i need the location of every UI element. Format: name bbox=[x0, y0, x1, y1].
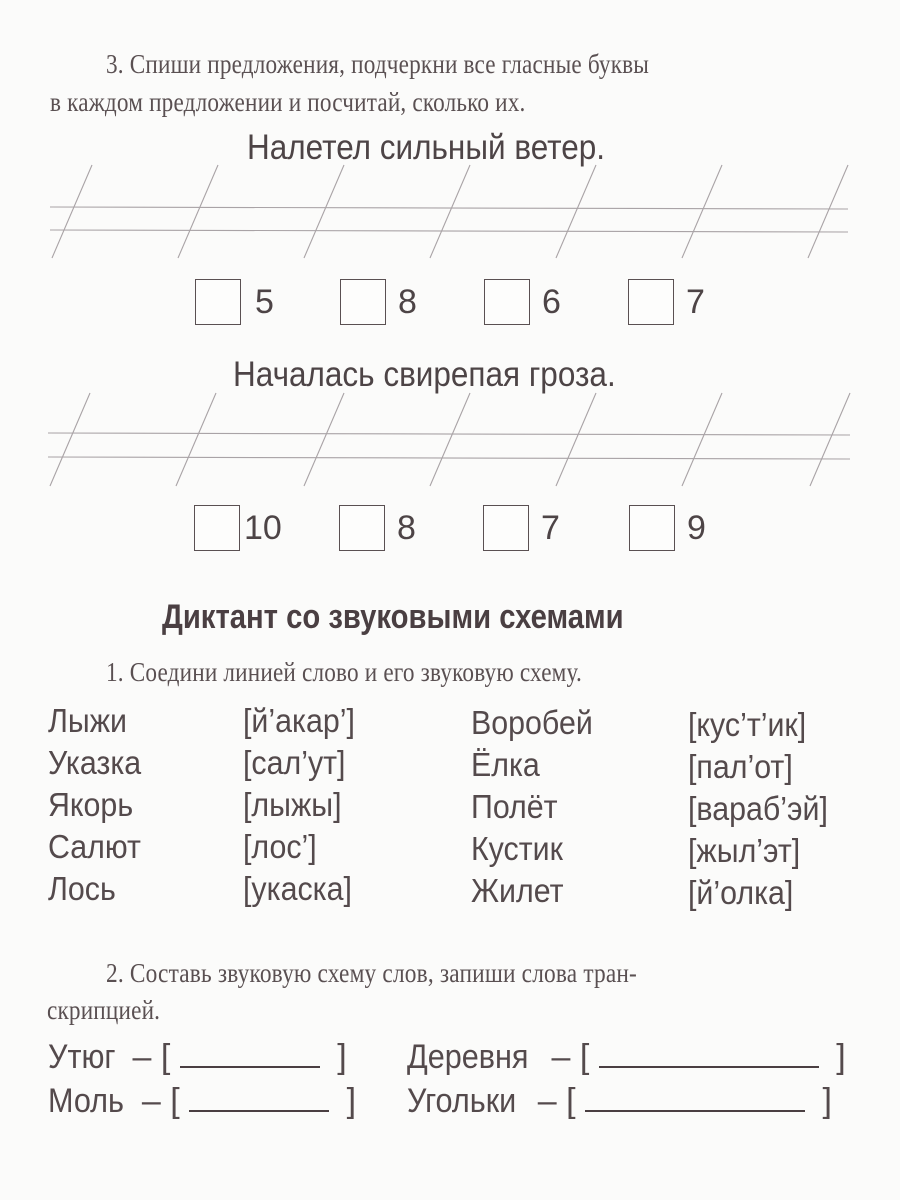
option-value: 8 bbox=[397, 509, 416, 547]
scheme-item[interactable]: [кус’т’ик] bbox=[688, 706, 807, 743]
scheme-item[interactable]: [й’олка] bbox=[688, 874, 794, 911]
word-item[interactable]: Полёт bbox=[471, 788, 558, 825]
dash: – bbox=[551, 1038, 571, 1076]
open-bracket: [ bbox=[579, 1038, 590, 1076]
scheme-item[interactable]: [укаска] bbox=[243, 870, 352, 907]
transcription-blank[interactable] bbox=[189, 1080, 329, 1112]
close-bracket: ] bbox=[836, 1038, 846, 1076]
scheme-item[interactable]: [вараб’эй] bbox=[688, 790, 828, 827]
option-value: 10 bbox=[244, 509, 282, 547]
word-item[interactable]: Кустик bbox=[471, 830, 563, 867]
open-bracket: [ bbox=[566, 1082, 576, 1120]
checkbox[interactable] bbox=[195, 279, 241, 325]
task2-instruction-line2: скрипцией. bbox=[47, 995, 161, 1025]
answer-options-1 bbox=[0, 279, 900, 329]
checkbox[interactable] bbox=[628, 279, 674, 325]
word-label: Моль bbox=[48, 1082, 124, 1120]
transcription-row-ugolki bbox=[407, 1080, 832, 1121]
word-item[interactable]: Ёлка bbox=[471, 746, 540, 783]
dash: – bbox=[132, 1038, 152, 1076]
scheme-item[interactable]: [й’акар’] bbox=[243, 702, 355, 739]
task3-instruction-line1: 3. Спиши предложения, подчеркни все гласные буквы bbox=[106, 49, 650, 79]
left-schemes-column bbox=[243, 700, 365, 910]
close-bracket: ] bbox=[346, 1082, 357, 1120]
dash: – bbox=[141, 1082, 161, 1120]
scheme-item[interactable]: [жыл’эт] bbox=[688, 832, 801, 869]
word-item[interactable]: Воробей bbox=[471, 704, 593, 741]
scheme-item[interactable]: [пал’от] bbox=[688, 748, 793, 785]
word-item[interactable]: Лось bbox=[48, 870, 116, 907]
transcription-blank[interactable] bbox=[180, 1036, 320, 1068]
dash: – bbox=[537, 1082, 557, 1120]
option-value: 8 bbox=[398, 283, 417, 321]
sentence-2: Началась свирепая гроза. bbox=[233, 355, 616, 394]
answer-options-2 bbox=[0, 505, 900, 555]
scheme-item[interactable]: [лыжы] bbox=[243, 786, 342, 823]
writing-lines-2[interactable] bbox=[0, 388, 900, 493]
sentence-1: Налетел сильный ветер. bbox=[247, 128, 606, 167]
task1-instruction: 1. Соедини линией слово и его звуковую схему. bbox=[106, 657, 582, 687]
open-bracket: [ bbox=[170, 1082, 180, 1120]
checkbox[interactable] bbox=[483, 505, 529, 551]
option-value: 9 bbox=[687, 509, 706, 547]
close-bracket: ] bbox=[337, 1038, 347, 1076]
word-item[interactable]: Лыжи bbox=[48, 702, 128, 739]
checkbox[interactable] bbox=[629, 505, 675, 551]
left-words-column bbox=[48, 700, 149, 910]
section-title: Диктант со звуковыми схемами bbox=[162, 598, 624, 636]
task2-instruction-line1: 2. Составь звуковую схему слов, запиши слова тран- bbox=[106, 958, 638, 988]
checkbox[interactable] bbox=[484, 279, 530, 325]
close-bracket: ] bbox=[822, 1082, 832, 1120]
ruled-lines-graphic bbox=[0, 388, 900, 493]
word-item[interactable]: Салют bbox=[48, 828, 141, 865]
task3-instruction-line2: в каждом предложении и посчитай, сколько их. bbox=[50, 87, 526, 117]
right-words-column bbox=[471, 702, 603, 912]
word-label: Угольки bbox=[407, 1082, 517, 1120]
transcription-blank[interactable] bbox=[585, 1080, 805, 1112]
option-value: 7 bbox=[686, 283, 705, 321]
option-value: 6 bbox=[542, 283, 561, 321]
scheme-item[interactable]: [лос’] bbox=[243, 828, 317, 865]
checkbox[interactable] bbox=[340, 279, 386, 325]
transcription-blank[interactable] bbox=[599, 1036, 819, 1068]
word-label: Деревня bbox=[407, 1038, 529, 1076]
scheme-item[interactable]: [сал’ут] bbox=[243, 744, 346, 781]
option-value: 5 bbox=[255, 283, 274, 321]
transcription-row-derevnya bbox=[407, 1036, 846, 1077]
word-item[interactable]: Якорь bbox=[48, 786, 134, 823]
checkbox[interactable] bbox=[194, 505, 240, 551]
transcription-row-utyug bbox=[48, 1036, 347, 1077]
word-item[interactable]: Жилет bbox=[471, 872, 564, 909]
ruled-lines-graphic bbox=[0, 160, 900, 265]
writing-lines-1[interactable] bbox=[0, 160, 900, 265]
right-schemes-column bbox=[688, 704, 840, 914]
word-item[interactable]: Указка bbox=[48, 744, 142, 781]
transcription-row-mol bbox=[48, 1080, 356, 1121]
open-bracket: [ bbox=[160, 1038, 171, 1076]
option-value: 7 bbox=[541, 509, 560, 547]
word-label: Утюг bbox=[48, 1038, 116, 1076]
checkbox[interactable] bbox=[339, 505, 385, 551]
